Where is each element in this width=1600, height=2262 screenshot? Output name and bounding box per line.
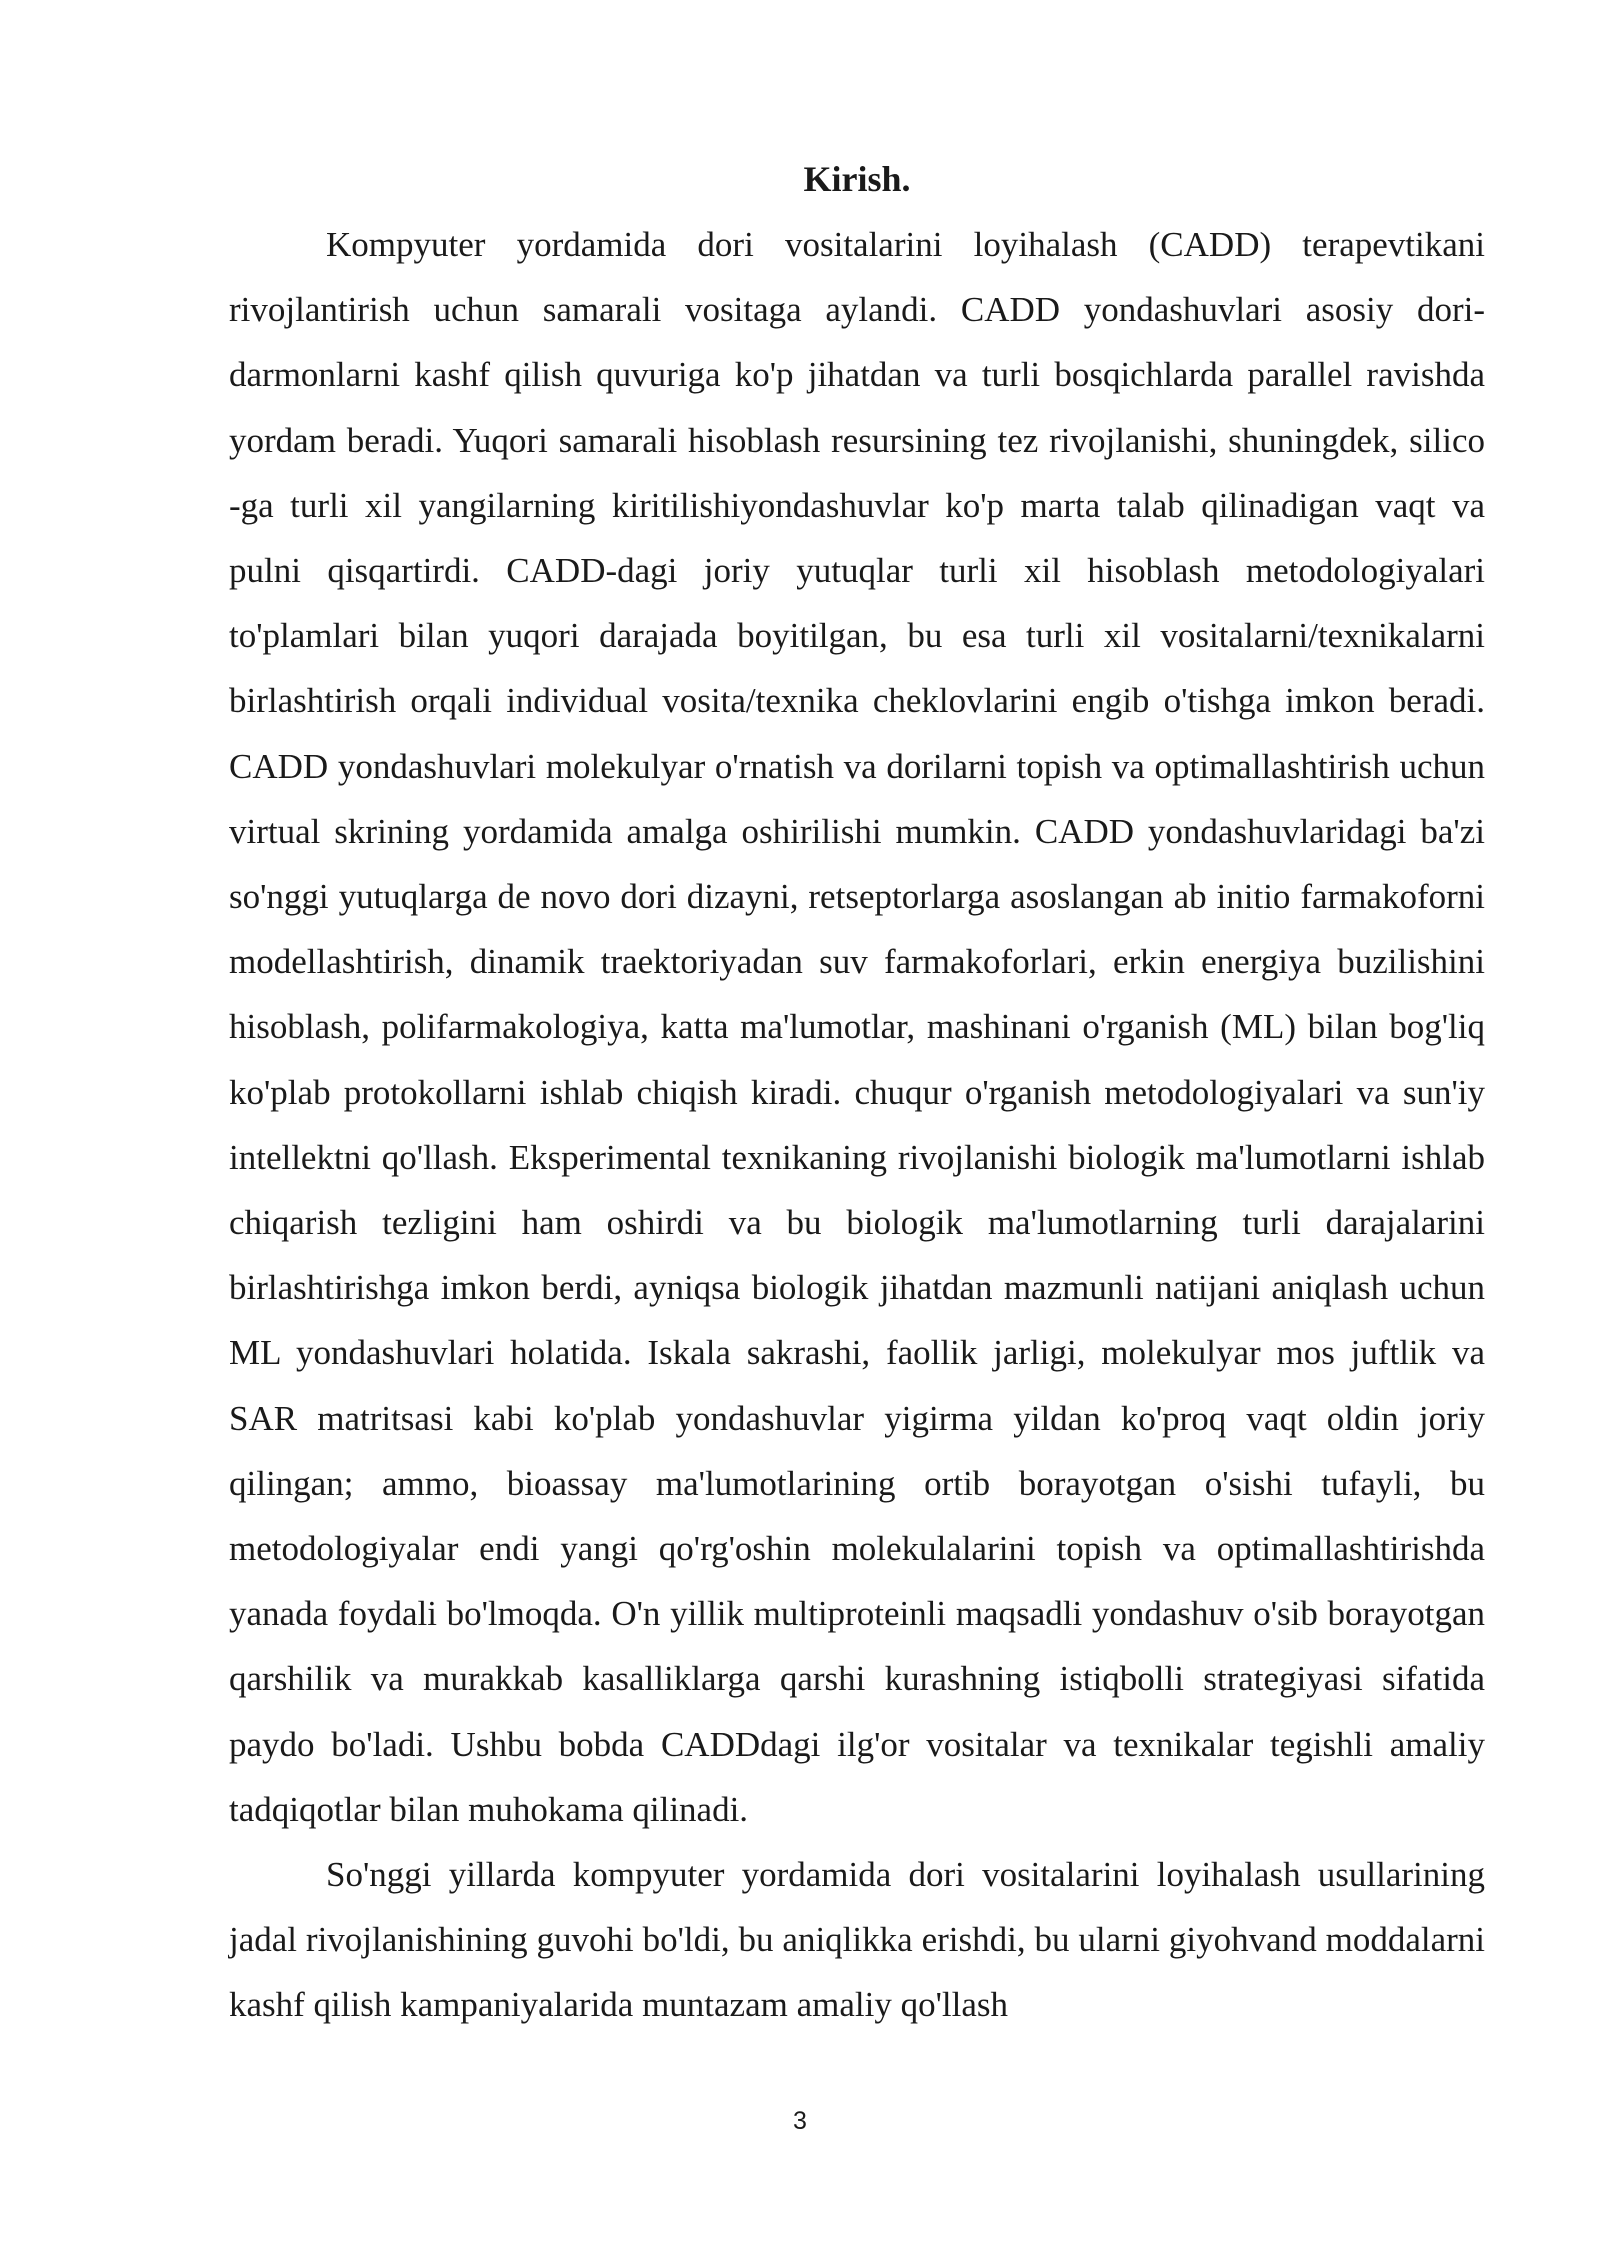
page-content [229, 146, 1485, 2038]
body-paragraph-2: So'nggi yillarda kompyuter yordamida dori vositalarini loyihalash usullarining jadal rivojlanishining guvohi bo'ldi, bu aniqlikka erishdi, bu ularni giyohvand moddalarni kashf qilish kampaniyalarida muntazam amaliy qo'llash [229, 1855, 1485, 2025]
section-title: Kirish. [803, 159, 911, 199]
body-paragraph-1: Kompyuter yordamida dori vositalarini loyihalash (CADD) terapevtikani rivojlantirish uchun samarali vositaga aylandi. CADD yondashuvlari asosiy dori-darmonlarni kashf qilish quvuriga ko'p jihatdan va turli bosqichlarda parallel ravishda yordam beradi. Yuqori samarali hisoblash resursining tez rivojlanishi, shuningdek, silico -ga turli xil yangilarning kiritilishiyondashuvlar ko'p marta talab qilinadigan vaqt va pulni qisqartirdi. CADD-dagi joriy yutuqlar turli xil hisoblash metodologiyalari to'plamlari bilan yuqori darajada boyitilgan, bu esa turli xil vositalarni/texnikalarni birlashtirish orqali individual vosita/texnika cheklovlarini engib o'tishga imkon beradi. CADD yondashuvlari molekulyar o'rnatish va dorilarni topish va optimallashtirish uchun virtual skrining yordamida amalga oshirilishi mumkin. CADD yondashuvlaridagi ba'zi so'nggi yutuqlarga de novo dori dizayni, retseptorlarga asoslangan ab initio farmakoforni modellashtirish, dinamik traektoriyadan suv farmakoforlari, erkin energiya buzilishini hisoblash, polifarmakologiya, katta ma'lumotlar, mashinani o'rganish (ML) bilan bog'liq ko'plab protokollarni ishlab chiqish kiradi. chuqur o'rganish metodologiyalari va sun'iy intellektni qo'llash. Eksperimental texnikaning rivojlanishi biologik ma'lumotlarni ishlab chiqarish tezligini ham oshirdi va bu biologik ma'lumotlarning turli darajalarini birlashtirishga imkon berdi, ayniqsa biologik jihatdan mazmunli natijani aniqlash uchun ML yondashuvlari holatida. Iskala sakrashi, faollik jarligi, molekulyar mos juftlik va SAR matritsasi kabi ko'plab yondashuvlar yigirma yildan ko'proq vaqt oldin joriy qilingan; ammo, bioassay ma'lumotlarining ortib borayotgan o'sishi tufayli, bu metodologiyalar endi yangi qo'rg'oshin molekulalarini topish va optimallashtirishda yanada foydali bo'lmoqda. O'n yillik multiproteinli maqsadli yondashuv o'sib borayotgan qarshilik va murakkab kasalliklarga qarshi kurashning istiqbolli strategiyasi sifatida paydo bo'ladi. Ushbu bobda CADDdagi ilg'or vositalar va texnikalar tegishli amaliy tadqiqotlar bilan muhokama qilinadi. [229, 225, 1485, 1829]
page-number: 3 [793, 2107, 807, 2135]
